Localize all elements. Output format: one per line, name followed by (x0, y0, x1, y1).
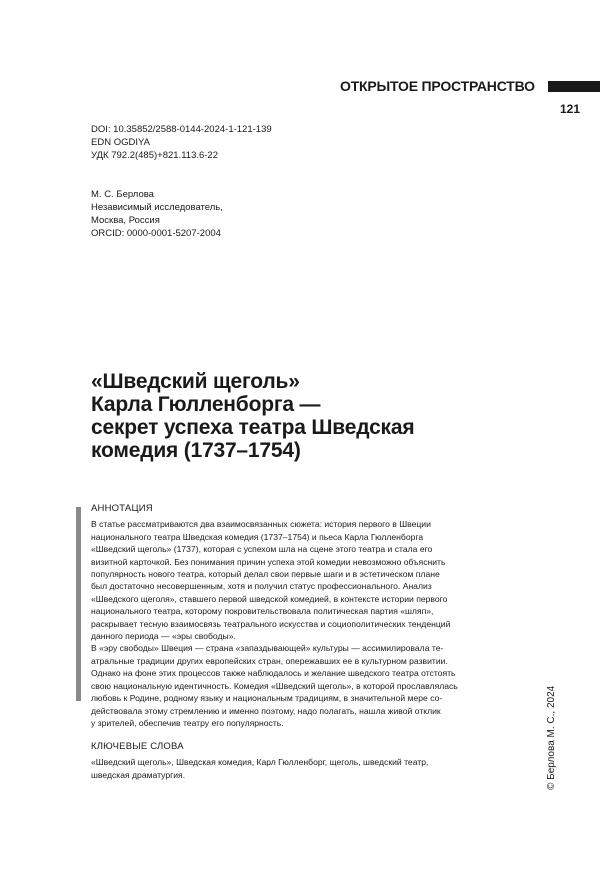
section-title: ОТКРЫТОЕ ПРОСТРАНСТВО (340, 78, 535, 94)
abstract-line: Однако на фоне этих процессов также наблюдалось и желание шведского театра отстоять (91, 668, 456, 679)
abstract-heading: АННОТАЦИЯ (91, 503, 153, 514)
abstract-section (91, 503, 476, 729)
author-block (91, 188, 223, 240)
abstract-line: любовь к Родине, родному языку и национальным традициям, в значительной мере со- (91, 693, 443, 704)
title-line: секрет успеха театра Шведская (91, 416, 415, 439)
abstract-line: национального театра Шведская комедия (1737–1754) и пьеса Карла Гюлленборга (91, 531, 424, 542)
abstract-line: популярность нового театра, который делал свои первые шаги и в эстетическом плане (91, 569, 440, 580)
abstract-line: В «эру свободы» Швеция — страна «запаздывающей» культуры — ассимилировала те- (91, 643, 444, 654)
copyright-notice: © Берлова М. С., 2024 (546, 685, 557, 790)
abstract-line: «Шведский щеголь» (1737), которая с успехом шла на сцене этого театра и стала его (91, 544, 433, 555)
abstract-line: действовала этому стремлению и именно поэтому, надо полагать, нашла живой отклик (91, 705, 441, 716)
author-orcid[interactable]: ORCID: 0000-0001-5207-2004 (91, 228, 221, 239)
author-location: Москва, Россия (91, 215, 160, 226)
edn-line: EDN OGDIYA (91, 137, 150, 148)
abstract-line: В статье рассматриваются два взаимосвязанных сюжета: история первого в Швеции (91, 519, 431, 530)
doi-line[interactable]: DOI: 10.35852/2588-0144-2024-1-121-139 (91, 124, 272, 135)
author-affiliation: Независимый исследователь, (91, 202, 223, 213)
author-name: М. С. Берлова (91, 189, 154, 200)
keywords-line: шведская драматургия. (91, 769, 186, 780)
abstract-side-rule (76, 507, 81, 701)
abstract-line: данного периода — «эры свободы». (91, 631, 236, 642)
title-line: комедия (1737–1754) (91, 439, 301, 462)
abstract-line: атральные традиции других европейских стран, опережавших ее в культурном развитии. (91, 655, 448, 666)
title-line: Карла Гюлленборга — (91, 393, 321, 416)
udk-line: УДК 792.2(485)+821.113.6-22 (91, 150, 219, 161)
article-identifiers (91, 123, 272, 162)
abstract-line: у зрителей, обеспечив театру его популярность. (91, 717, 284, 728)
keywords-section (91, 741, 476, 781)
title-line: «Шведский щеголь» (91, 370, 300, 393)
abstract-line: «Шведского щеголя», ставшего первой шведской комедией, в контексте истории первого (91, 593, 448, 604)
abstract-paragraph-1 (91, 518, 476, 642)
header-accent-bar (548, 81, 600, 92)
keywords-heading: КЛЮЧЕВЫЕ СЛОВА (91, 741, 184, 752)
article-title (91, 370, 511, 462)
page-number: 121 (559, 102, 580, 116)
abstract-line: национального театра, которому покровительствовала политическая партия «шляп», (91, 606, 434, 617)
abstract-paragraph-2 (91, 642, 476, 729)
abstract-line: визитной карточкой. Без понимания причин успеха этой комедии невозможно объяснить (91, 556, 446, 567)
keywords-line: «Шведский щеголь», Шведская комедия, Карл Гюлленборг, щеголь, шведский театр, (91, 757, 429, 768)
abstract-line: был достаточно несовершенным, хотя и получил статус профессионального. Анализ (91, 581, 432, 592)
abstract-line: свою национальную идентичность. Комедия «Шведский щеголь», в которой прославлялась (91, 680, 458, 691)
abstract-line: раскрывает тесную взаимосвязь театрального искусства и социополитических тенденций (91, 618, 451, 629)
